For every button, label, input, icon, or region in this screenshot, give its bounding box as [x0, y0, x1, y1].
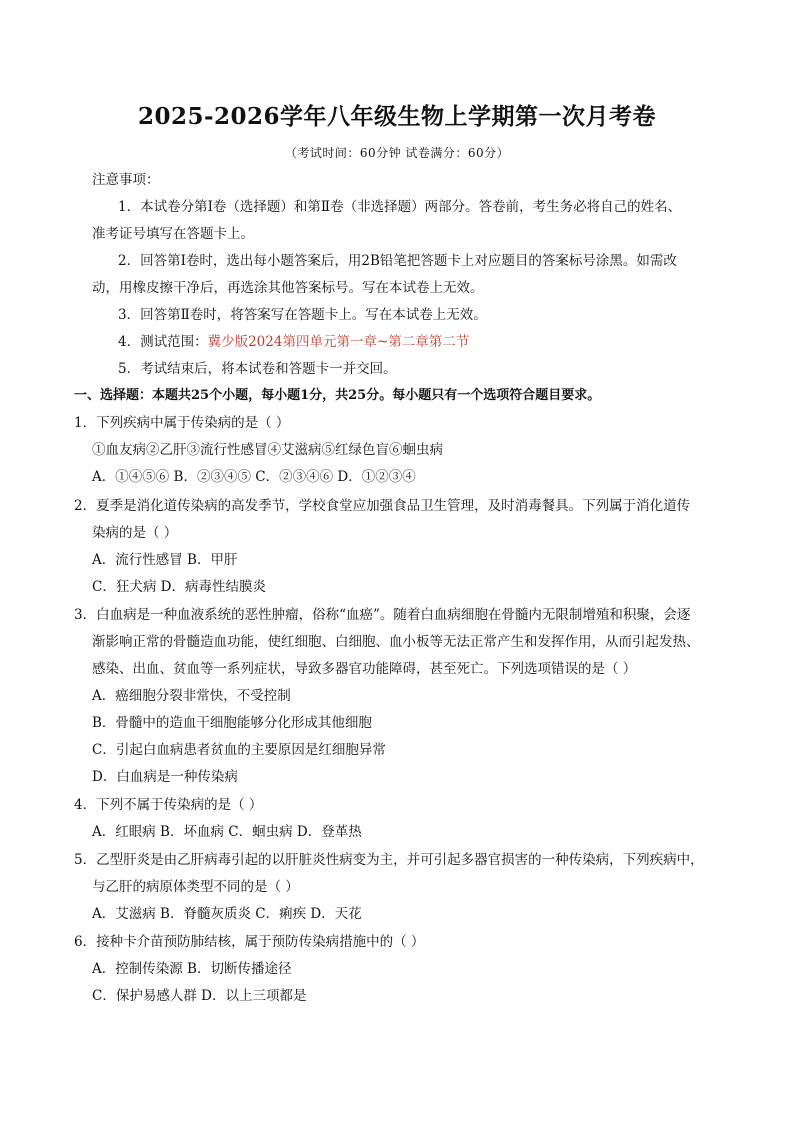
q4-stem: 4．下列不属于传染病的是（ ）: [74, 797, 263, 813]
notice-item-1-line-2: 准考证号填写在答题卡上。: [92, 226, 254, 242]
notice-item-2-line-1: 2．回答第Ⅰ卷时，选出每小题答案后，用2B铅笔把答题卡上对应题目的答案标号涂黑。如需改: [118, 253, 677, 269]
q2-options-line-1: A．流行性感冒 B．甲肝: [92, 552, 238, 568]
test-scope: 冀少版2024第四单元第一章~第二章第二节: [207, 334, 470, 350]
q1-items: ①血友病②乙肝③流行性感冒④艾滋病⑤红绿色盲⑥蛔虫病: [92, 442, 443, 458]
q3-stem-line-3: 感染、出血、贫血等一系列症状，导致多器官功能障碍，甚至死亡。下列选项错误的是（ ）: [92, 661, 637, 677]
q3-option-b: B．骨髓中的造血干细胞能够分化形成其他细胞: [92, 715, 372, 731]
q4-options: A．红眼病 B．坏血病 C．蛔虫病 D．登革热: [92, 824, 362, 840]
q3-option-d: D．白血病是一种传染病: [92, 769, 238, 785]
q2-stem-line-1: 2．夏季是消化道传染病的高发季节，学校食堂应加强食品卫生管理，及时消毒餐具。下列属于消化道传: [74, 498, 691, 514]
notice-item-4: [118, 332, 469, 352]
q1-options: A．①④⑤⑥ B．②③④⑤ C．②③④⑥ D．①②③④: [92, 469, 416, 485]
q3-stem-line-2: 渐影响正常的骨髓造血功能，使红细胞、白细胞、血小板等无法正常产生和发挥作用，从而引起发热、: [92, 634, 700, 650]
q6-options-line-1: A．控制传染源 B．切断传播途径: [92, 961, 292, 977]
notice-item-3: 3．回答第Ⅱ卷时，将答案写在答题卡上。写在本试卷上无效。: [118, 307, 487, 323]
q2-stem-line-2: 染病的是（ ）: [92, 525, 178, 541]
q6-stem: 6．接种卡介苗预防肺结核，属于预防传染病措施中的（ ）: [74, 934, 425, 950]
notice-heading: 注意事项：: [92, 172, 160, 188]
q3-option-c: C．引起白血病患者贫血的主要原因是红细胞异常: [92, 742, 386, 758]
q5-options: A．艾滋病 B．脊髓灰质炎 C．痢疾 D．天花: [92, 906, 362, 922]
exam-subtitle: （考试时间：60分钟 试卷满分：60分）: [284, 146, 510, 160]
q5-stem-line-1: 5．乙型肝炎是由乙肝病毒引起的以肝脏炎性病变为主，并可引起多器官损害的一种传染病，下列疾病中，: [74, 852, 704, 868]
notice-item-1-line-1: 1．本试卷分第Ⅰ卷（选择题）和第Ⅱ卷（非选择题）两部分。答卷前，考生务必将自己的姓名、: [118, 199, 682, 215]
q3-option-a: A．癌细胞分裂非常快，不受控制: [92, 688, 291, 704]
notice-item-5: 5．考试结束后，将本试卷和答题卡一并交回。: [118, 361, 397, 377]
q1-stem: 1．下列疾病中属于传染病的是（ ）: [74, 415, 290, 431]
exam-title: 2025-2026学年八年级生物上学期第一次月考卷: [137, 103, 657, 130]
q6-options-line-2: C．保护易感人群 D．以上三项都是: [92, 988, 307, 1004]
q3-stem-line-1: 3．白血病是一种血液系统的恶性肿瘤，俗称“血癌”。随着白血病细胞在骨髓内无限制增殖和积聚，会逐: [74, 607, 691, 623]
q2-options-line-2: C．狂犬病 D．病毒性结膜炎: [92, 579, 266, 595]
section-1-heading: 一、选择题：本题共25个小题，每小题1分，共25分。每小题只有一个选项符合题目要求。: [74, 388, 601, 403]
q5-stem-line-2: 与乙肝的病原体类型不同的是（ ）: [92, 879, 299, 895]
notice-item-2-line-2: 动，用橡皮擦干净后，再选涂其他答案标号。写在本试卷上无效。: [92, 280, 484, 296]
notice-item-4-prefix: 4．测试范围：: [118, 334, 208, 350]
